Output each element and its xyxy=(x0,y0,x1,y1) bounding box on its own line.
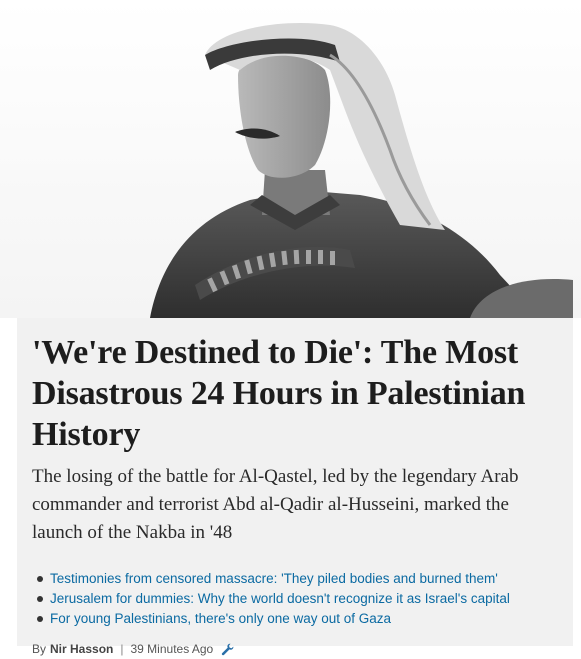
related-link[interactable]: Jerusalem for dummies: Why the world doesn't recognize it as Israel's capital xyxy=(50,591,510,606)
related-link-item[interactable] xyxy=(32,609,559,629)
article-dek: The losing of the battle for Al-Qastel, led by the legendary Arab commander and terrorist Abd al-Qadir al-Husseini, marked the launch of the Nakba in '48 xyxy=(32,466,519,543)
article-headline[interactable]: 'We're Destined to Die': The Most Disastrous 24 Hours in Palestinian History xyxy=(32,334,526,453)
related-links-list xyxy=(32,569,559,629)
related-link-item[interactable] xyxy=(32,569,559,589)
related-link-item[interactable] xyxy=(32,589,559,609)
wrench-icon[interactable] xyxy=(221,643,234,656)
byline-separator: | xyxy=(120,642,124,656)
related-link[interactable]: For young Palestinians, there's only one way out of Gaza xyxy=(50,611,392,626)
byline-author[interactable]: Nir Hasson xyxy=(50,642,114,656)
byline-by: By xyxy=(32,642,47,656)
bullet-icon xyxy=(37,616,43,622)
article-hero-image[interactable] xyxy=(0,0,581,318)
portrait-photo xyxy=(0,0,581,318)
bullet-icon xyxy=(37,576,43,582)
byline-time: 39 Minutes Ago xyxy=(130,642,214,656)
article-card xyxy=(17,318,573,656)
byline xyxy=(32,642,559,656)
related-link[interactable]: Testimonies from censored massacre: 'They piled bodies and burned them' xyxy=(50,571,498,586)
bullet-icon xyxy=(37,596,43,602)
